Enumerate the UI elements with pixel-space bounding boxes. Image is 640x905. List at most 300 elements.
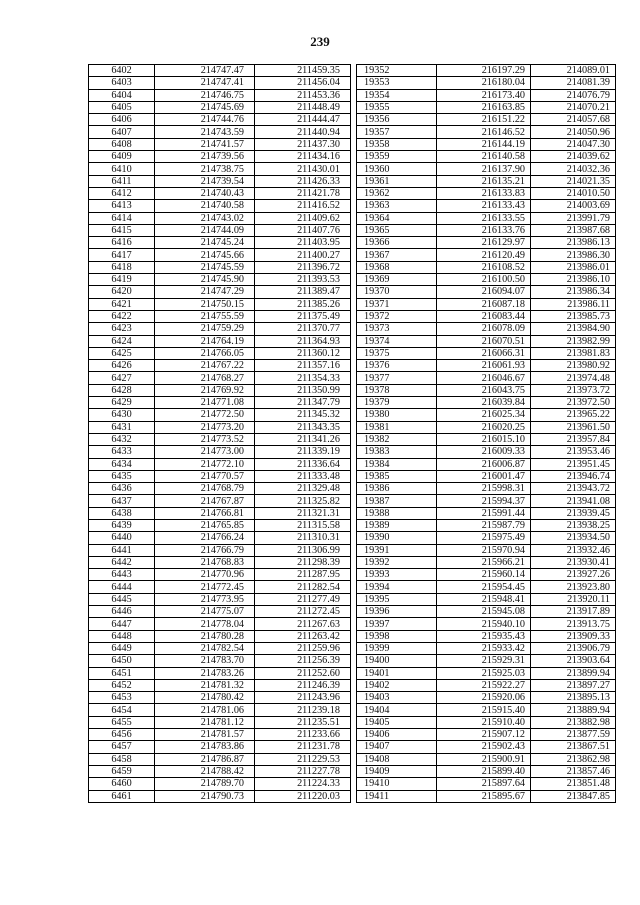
left-x-coordinate-cell: 214745.90 [155, 274, 255, 286]
left-x-coordinate-cell: 214745.59 [155, 261, 255, 273]
right-x-coordinate-cell: 216066.31 [437, 347, 531, 359]
left-x-coordinate-cell: 214738.75 [155, 163, 255, 175]
left-point-number-cell: 6445 [89, 593, 155, 605]
right-y-coordinate-cell: 213903.64 [531, 655, 616, 667]
left-point-number-cell: 6443 [89, 569, 155, 581]
left-point-number-cell: 6415 [89, 224, 155, 236]
right-y-coordinate-cell: 214057.68 [531, 114, 616, 126]
left-y-coordinate-cell: 211396.72 [255, 261, 351, 273]
right-y-coordinate-cell: 213941.08 [531, 495, 616, 507]
right-point-number-cell: 19392 [357, 556, 437, 568]
left-y-coordinate-cell: 211421.78 [255, 187, 351, 199]
left-x-coordinate-cell: 214766.79 [155, 544, 255, 556]
right-point-number-cell: 19355 [357, 101, 437, 113]
right-point-number-cell: 19403 [357, 692, 437, 704]
right-point-number-cell: 19369 [357, 274, 437, 286]
right-y-coordinate-cell: 213938.25 [531, 519, 616, 531]
left-x-coordinate-cell: 214782.54 [155, 642, 255, 654]
left-x-coordinate-cell: 214747.47 [155, 65, 255, 77]
table-row [89, 618, 616, 630]
right-y-coordinate-cell: 213972.50 [531, 397, 616, 409]
table-row [89, 729, 616, 741]
left-x-coordinate-cell: 214780.42 [155, 692, 255, 704]
right-y-coordinate-cell: 213961.50 [531, 421, 616, 433]
table-row [89, 593, 616, 605]
right-x-coordinate-cell: 216001.47 [437, 470, 531, 482]
left-x-coordinate-cell: 214745.66 [155, 249, 255, 261]
right-x-coordinate-cell: 216133.43 [437, 200, 531, 212]
right-x-coordinate-cell: 216137.90 [437, 163, 531, 175]
right-y-coordinate-cell: 213913.75 [531, 618, 616, 630]
right-point-number-cell: 19352 [357, 65, 437, 77]
left-point-number-cell: 6424 [89, 335, 155, 347]
right-x-coordinate-cell: 215960.14 [437, 569, 531, 581]
left-x-coordinate-cell: 214786.87 [155, 753, 255, 765]
left-x-coordinate-cell: 214768.27 [155, 372, 255, 384]
right-y-coordinate-cell: 213986.01 [531, 261, 616, 273]
right-point-number-cell: 19354 [357, 89, 437, 101]
left-point-number-cell: 6404 [89, 89, 155, 101]
right-x-coordinate-cell: 216009.33 [437, 446, 531, 458]
left-y-coordinate-cell: 211430.01 [255, 163, 351, 175]
right-y-coordinate-cell: 213986.34 [531, 286, 616, 298]
left-x-coordinate-cell: 214775.07 [155, 606, 255, 618]
left-x-coordinate-cell: 214740.58 [155, 200, 255, 212]
right-x-coordinate-cell: 215922.27 [437, 679, 531, 691]
left-y-coordinate-cell: 211400.27 [255, 249, 351, 261]
left-y-coordinate-cell: 211252.60 [255, 667, 351, 679]
left-y-coordinate-cell: 211277.49 [255, 593, 351, 605]
right-x-coordinate-cell: 215948.41 [437, 593, 531, 605]
left-x-coordinate-cell: 214741.57 [155, 138, 255, 150]
table-row [89, 581, 616, 593]
right-y-coordinate-cell: 213946.74 [531, 470, 616, 482]
right-y-coordinate-cell: 213951.45 [531, 458, 616, 470]
table-row [89, 323, 616, 335]
right-point-number-cell: 19406 [357, 729, 437, 741]
left-point-number-cell: 6457 [89, 741, 155, 753]
right-point-number-cell: 19407 [357, 741, 437, 753]
right-y-coordinate-cell: 213877.59 [531, 729, 616, 741]
right-x-coordinate-cell: 216133.55 [437, 212, 531, 224]
right-x-coordinate-cell: 216094.07 [437, 286, 531, 298]
right-y-coordinate-cell: 214010.50 [531, 187, 616, 199]
right-y-coordinate-cell: 214032.36 [531, 163, 616, 175]
table-row [89, 224, 616, 236]
right-y-coordinate-cell: 213991.79 [531, 212, 616, 224]
left-point-number-cell: 6403 [89, 77, 155, 89]
right-y-coordinate-cell: 213917.89 [531, 606, 616, 618]
left-y-coordinate-cell: 211336.64 [255, 458, 351, 470]
left-y-coordinate-cell: 211426.33 [255, 175, 351, 187]
table-row [89, 458, 616, 470]
left-x-coordinate-cell: 214773.52 [155, 433, 255, 445]
right-y-coordinate-cell: 213974.48 [531, 372, 616, 384]
left-x-coordinate-cell: 214772.10 [155, 458, 255, 470]
table-row [89, 667, 616, 679]
right-point-number-cell: 19400 [357, 655, 437, 667]
right-y-coordinate-cell: 213927.26 [531, 569, 616, 581]
right-x-coordinate-cell: 216133.76 [437, 224, 531, 236]
right-point-number-cell: 19395 [357, 593, 437, 605]
left-x-coordinate-cell: 214772.50 [155, 409, 255, 421]
left-x-coordinate-cell: 214743.59 [155, 126, 255, 138]
right-x-coordinate-cell: 215910.40 [437, 716, 531, 728]
right-x-coordinate-cell: 215929.31 [437, 655, 531, 667]
left-point-number-cell: 6436 [89, 483, 155, 495]
right-point-number-cell: 19363 [357, 200, 437, 212]
right-y-coordinate-cell: 213932.46 [531, 544, 616, 556]
table-row [89, 778, 616, 790]
left-point-number-cell: 6460 [89, 778, 155, 790]
right-y-coordinate-cell: 214003.69 [531, 200, 616, 212]
right-y-coordinate-cell: 213980.92 [531, 360, 616, 372]
right-point-number-cell: 19381 [357, 421, 437, 433]
left-x-coordinate-cell: 214743.02 [155, 212, 255, 224]
table-row [89, 446, 616, 458]
right-y-coordinate-cell: 213847.85 [531, 790, 616, 802]
right-point-number-cell: 19393 [357, 569, 437, 581]
left-y-coordinate-cell: 211456.04 [255, 77, 351, 89]
left-point-number-cell: 6441 [89, 544, 155, 556]
left-y-coordinate-cell: 211343.35 [255, 421, 351, 433]
right-point-number-cell: 19410 [357, 778, 437, 790]
right-point-number-cell: 19373 [357, 323, 437, 335]
left-x-coordinate-cell: 214766.05 [155, 347, 255, 359]
left-point-number-cell: 6435 [89, 470, 155, 482]
coordinates-table [88, 64, 616, 803]
left-point-number-cell: 6456 [89, 729, 155, 741]
left-point-number-cell: 6432 [89, 433, 155, 445]
table-row [89, 532, 616, 544]
left-x-coordinate-cell: 214783.26 [155, 667, 255, 679]
right-y-coordinate-cell: 213953.46 [531, 446, 616, 458]
table-row [89, 89, 616, 101]
table-row [89, 237, 616, 249]
right-point-number-cell: 19387 [357, 495, 437, 507]
page-number: 239 [310, 34, 330, 49]
left-y-coordinate-cell: 211333.48 [255, 470, 351, 482]
table-row [89, 704, 616, 716]
left-point-number-cell: 6442 [89, 556, 155, 568]
right-y-coordinate-cell: 213986.10 [531, 274, 616, 286]
left-y-coordinate-cell: 211385.26 [255, 298, 351, 310]
left-point-number-cell: 6461 [89, 790, 155, 802]
right-y-coordinate-cell: 214070.21 [531, 101, 616, 113]
right-y-coordinate-cell: 213906.79 [531, 642, 616, 654]
left-y-coordinate-cell: 211393.53 [255, 274, 351, 286]
table-row [89, 126, 616, 138]
left-x-coordinate-cell: 214771.08 [155, 397, 255, 409]
left-y-coordinate-cell: 211321.31 [255, 507, 351, 519]
table-row [89, 310, 616, 322]
right-x-coordinate-cell: 215920.06 [437, 692, 531, 704]
table-row [89, 335, 616, 347]
table-row [89, 421, 616, 433]
right-y-coordinate-cell: 213923.80 [531, 581, 616, 593]
table-row [89, 249, 616, 261]
left-y-coordinate-cell: 211357.16 [255, 360, 351, 372]
left-point-number-cell: 6407 [89, 126, 155, 138]
table-row [89, 569, 616, 581]
table-row [89, 753, 616, 765]
right-x-coordinate-cell: 215915.40 [437, 704, 531, 716]
right-y-coordinate-cell: 213986.13 [531, 237, 616, 249]
left-y-coordinate-cell: 211243.96 [255, 692, 351, 704]
right-point-number-cell: 19402 [357, 679, 437, 691]
right-point-number-cell: 19380 [357, 409, 437, 421]
right-x-coordinate-cell: 216151.22 [437, 114, 531, 126]
right-x-coordinate-cell: 215933.42 [437, 642, 531, 654]
table-row [89, 741, 616, 753]
right-point-number-cell: 19397 [357, 618, 437, 630]
left-y-coordinate-cell: 211354.33 [255, 372, 351, 384]
right-point-number-cell: 19399 [357, 642, 437, 654]
left-point-number-cell: 6428 [89, 384, 155, 396]
right-point-number-cell: 19361 [357, 175, 437, 187]
left-point-number-cell: 6413 [89, 200, 155, 212]
left-y-coordinate-cell: 211459.35 [255, 65, 351, 77]
left-y-coordinate-cell: 211341.26 [255, 433, 351, 445]
right-y-coordinate-cell: 213939.45 [531, 507, 616, 519]
right-y-coordinate-cell: 213981.83 [531, 347, 616, 359]
table-row [89, 274, 616, 286]
right-point-number-cell: 19371 [357, 298, 437, 310]
right-x-coordinate-cell: 216039.84 [437, 397, 531, 409]
left-point-number-cell: 6406 [89, 114, 155, 126]
right-point-number-cell: 19362 [357, 187, 437, 199]
left-point-number-cell: 6423 [89, 323, 155, 335]
right-y-coordinate-cell: 213984.90 [531, 323, 616, 335]
left-y-coordinate-cell: 211233.66 [255, 729, 351, 741]
table-row [89, 138, 616, 150]
left-y-coordinate-cell: 211246.39 [255, 679, 351, 691]
left-y-coordinate-cell: 211310.31 [255, 532, 351, 544]
left-x-coordinate-cell: 214759.29 [155, 323, 255, 335]
table-row [89, 200, 616, 212]
right-point-number-cell: 19382 [357, 433, 437, 445]
table-row [89, 519, 616, 531]
right-point-number-cell: 19356 [357, 114, 437, 126]
table-row [89, 187, 616, 199]
left-point-number-cell: 6425 [89, 347, 155, 359]
table-row [89, 433, 616, 445]
left-y-coordinate-cell: 211453.36 [255, 89, 351, 101]
right-x-coordinate-cell: 216078.09 [437, 323, 531, 335]
left-point-number-cell: 6434 [89, 458, 155, 470]
left-x-coordinate-cell: 214781.57 [155, 729, 255, 741]
right-x-coordinate-cell: 215900.91 [437, 753, 531, 765]
right-y-coordinate-cell: 214081.39 [531, 77, 616, 89]
table-row [89, 495, 616, 507]
table-row [89, 409, 616, 421]
left-x-coordinate-cell: 214768.83 [155, 556, 255, 568]
right-point-number-cell: 19378 [357, 384, 437, 396]
table-row [89, 298, 616, 310]
left-y-coordinate-cell: 211448.49 [255, 101, 351, 113]
left-x-coordinate-cell: 214768.79 [155, 483, 255, 495]
right-y-coordinate-cell: 213965.22 [531, 409, 616, 421]
left-point-number-cell: 6453 [89, 692, 155, 704]
table-row [89, 397, 616, 409]
left-point-number-cell: 6414 [89, 212, 155, 224]
table-row [89, 679, 616, 691]
table-row [89, 261, 616, 273]
right-x-coordinate-cell: 216135.21 [437, 175, 531, 187]
left-y-coordinate-cell: 211364.93 [255, 335, 351, 347]
left-y-coordinate-cell: 211287.95 [255, 569, 351, 581]
right-x-coordinate-cell: 215966.21 [437, 556, 531, 568]
table-row [89, 556, 616, 568]
right-point-number-cell: 19367 [357, 249, 437, 261]
left-point-number-cell: 6416 [89, 237, 155, 249]
table-row [89, 483, 616, 495]
right-x-coordinate-cell: 215994.37 [437, 495, 531, 507]
left-x-coordinate-cell: 214747.41 [155, 77, 255, 89]
right-x-coordinate-cell: 216043.75 [437, 384, 531, 396]
left-point-number-cell: 6420 [89, 286, 155, 298]
left-y-coordinate-cell: 211345.32 [255, 409, 351, 421]
right-point-number-cell: 19394 [357, 581, 437, 593]
left-y-coordinate-cell: 211416.52 [255, 200, 351, 212]
right-point-number-cell: 19359 [357, 151, 437, 163]
right-x-coordinate-cell: 215945.08 [437, 606, 531, 618]
left-y-coordinate-cell: 211375.49 [255, 310, 351, 322]
right-y-coordinate-cell: 213867.51 [531, 741, 616, 753]
right-x-coordinate-cell: 216144.19 [437, 138, 531, 150]
left-x-coordinate-cell: 214746.75 [155, 89, 255, 101]
right-y-coordinate-cell: 213982.99 [531, 335, 616, 347]
right-point-number-cell: 19386 [357, 483, 437, 495]
right-point-number-cell: 19390 [357, 532, 437, 544]
left-x-coordinate-cell: 214772.45 [155, 581, 255, 593]
right-point-number-cell: 19398 [357, 630, 437, 642]
right-y-coordinate-cell: 213897.27 [531, 679, 616, 691]
right-x-coordinate-cell: 216163.85 [437, 101, 531, 113]
right-x-coordinate-cell: 216070.51 [437, 335, 531, 347]
left-y-coordinate-cell: 211440.94 [255, 126, 351, 138]
left-x-coordinate-cell: 214740.43 [155, 187, 255, 199]
left-x-coordinate-cell: 214767.22 [155, 360, 255, 372]
right-point-number-cell: 19370 [357, 286, 437, 298]
right-x-coordinate-cell: 215907.12 [437, 729, 531, 741]
right-x-coordinate-cell: 216173.40 [437, 89, 531, 101]
left-point-number-cell: 6444 [89, 581, 155, 593]
right-y-coordinate-cell: 213899.94 [531, 667, 616, 679]
right-point-number-cell: 19391 [357, 544, 437, 556]
left-y-coordinate-cell: 211403.95 [255, 237, 351, 249]
left-point-number-cell: 6439 [89, 519, 155, 531]
table-row [89, 286, 616, 298]
left-y-coordinate-cell: 211325.82 [255, 495, 351, 507]
left-y-coordinate-cell: 211227.78 [255, 765, 351, 777]
right-y-coordinate-cell: 214039.62 [531, 151, 616, 163]
left-point-number-cell: 6412 [89, 187, 155, 199]
right-x-coordinate-cell: 216108.52 [437, 261, 531, 273]
left-point-number-cell: 6410 [89, 163, 155, 175]
left-x-coordinate-cell: 214770.57 [155, 470, 255, 482]
right-point-number-cell: 19384 [357, 458, 437, 470]
left-x-coordinate-cell: 214780.28 [155, 630, 255, 642]
left-x-coordinate-cell: 214773.95 [155, 593, 255, 605]
right-x-coordinate-cell: 216180.04 [437, 77, 531, 89]
left-x-coordinate-cell: 214783.86 [155, 741, 255, 753]
left-y-coordinate-cell: 211235.51 [255, 716, 351, 728]
left-x-coordinate-cell: 214781.06 [155, 704, 255, 716]
right-point-number-cell: 19401 [357, 667, 437, 679]
left-point-number-cell: 6417 [89, 249, 155, 261]
right-y-coordinate-cell: 214089.01 [531, 65, 616, 77]
left-y-coordinate-cell: 211329.48 [255, 483, 351, 495]
left-y-coordinate-cell: 211347.79 [255, 397, 351, 409]
left-x-coordinate-cell: 214790.73 [155, 790, 255, 802]
left-y-coordinate-cell: 211350.99 [255, 384, 351, 396]
left-x-coordinate-cell: 214789.70 [155, 778, 255, 790]
right-point-number-cell: 19365 [357, 224, 437, 236]
right-point-number-cell: 19388 [357, 507, 437, 519]
table-row [89, 507, 616, 519]
right-y-coordinate-cell: 213930.41 [531, 556, 616, 568]
table-row [89, 692, 616, 704]
table-row [89, 347, 616, 359]
table-row [89, 372, 616, 384]
left-x-coordinate-cell: 214788.42 [155, 765, 255, 777]
right-point-number-cell: 19404 [357, 704, 437, 716]
right-y-coordinate-cell: 213934.50 [531, 532, 616, 544]
left-y-coordinate-cell: 211259.96 [255, 642, 351, 654]
table-row [89, 360, 616, 372]
right-y-coordinate-cell: 213882.98 [531, 716, 616, 728]
right-y-coordinate-cell: 214076.79 [531, 89, 616, 101]
left-point-number-cell: 6446 [89, 606, 155, 618]
table-row [89, 114, 616, 126]
left-point-number-cell: 6419 [89, 274, 155, 286]
right-x-coordinate-cell: 216061.93 [437, 360, 531, 372]
table-row [89, 101, 616, 113]
table-row [89, 544, 616, 556]
left-x-coordinate-cell: 214765.85 [155, 519, 255, 531]
table-row [89, 151, 616, 163]
table-row [89, 655, 616, 667]
right-point-number-cell: 19383 [357, 446, 437, 458]
right-y-coordinate-cell: 213920.11 [531, 593, 616, 605]
right-x-coordinate-cell: 215899.40 [437, 765, 531, 777]
left-point-number-cell: 6427 [89, 372, 155, 384]
right-point-number-cell: 19376 [357, 360, 437, 372]
left-y-coordinate-cell: 211256.39 [255, 655, 351, 667]
right-point-number-cell: 19357 [357, 126, 437, 138]
right-point-number-cell: 19366 [357, 237, 437, 249]
left-y-coordinate-cell: 211229.53 [255, 753, 351, 765]
table-row [89, 470, 616, 482]
left-y-coordinate-cell: 211444.47 [255, 114, 351, 126]
left-y-coordinate-cell: 211282.54 [255, 581, 351, 593]
left-x-coordinate-cell: 214744.76 [155, 114, 255, 126]
left-point-number-cell: 6451 [89, 667, 155, 679]
right-point-number-cell: 19368 [357, 261, 437, 273]
left-x-coordinate-cell: 214747.29 [155, 286, 255, 298]
table-row [89, 765, 616, 777]
left-point-number-cell: 6422 [89, 310, 155, 322]
right-x-coordinate-cell: 216015.10 [437, 433, 531, 445]
left-y-coordinate-cell: 211315.58 [255, 519, 351, 531]
left-point-number-cell: 6459 [89, 765, 155, 777]
right-y-coordinate-cell: 213895.13 [531, 692, 616, 704]
right-x-coordinate-cell: 215940.10 [437, 618, 531, 630]
left-point-number-cell: 6438 [89, 507, 155, 519]
left-point-number-cell: 6447 [89, 618, 155, 630]
left-y-coordinate-cell: 211389.47 [255, 286, 351, 298]
